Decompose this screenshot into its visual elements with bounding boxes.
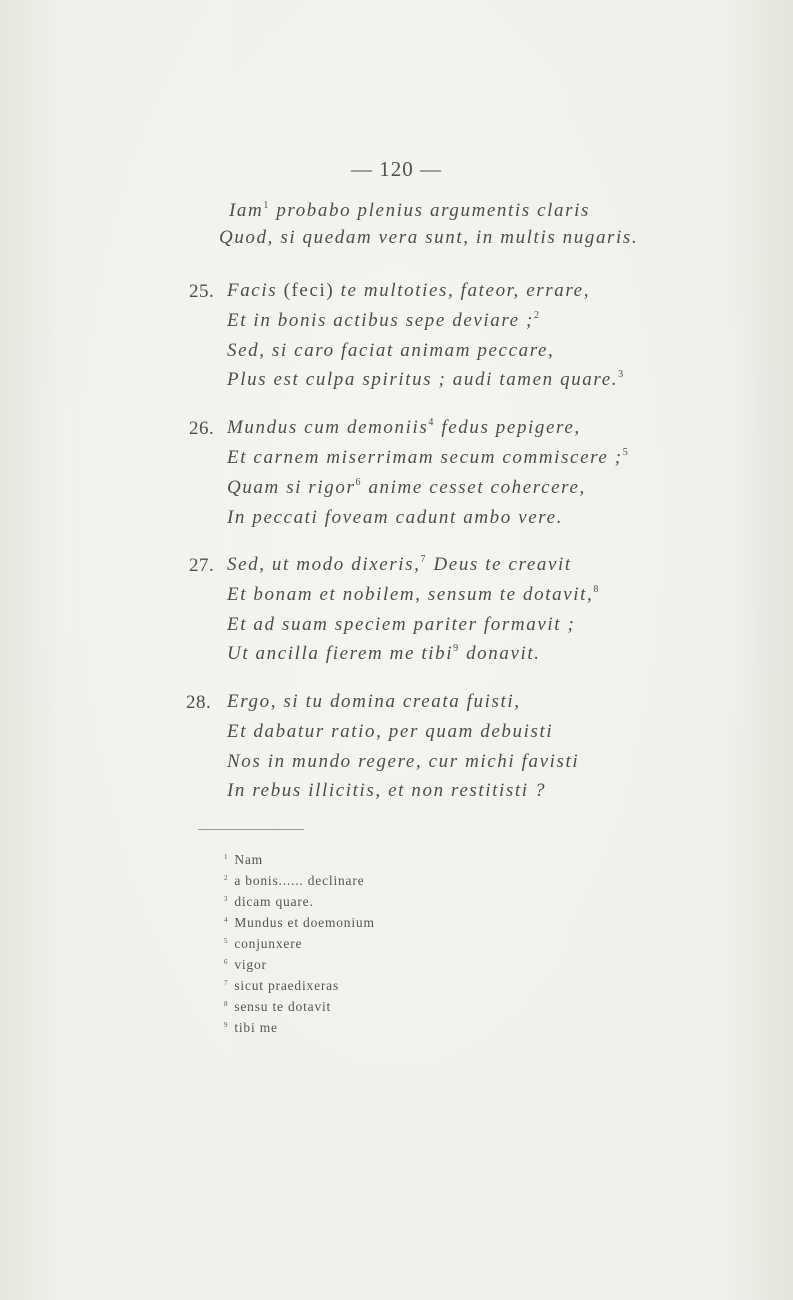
footnote-ref: 2 — [533, 310, 541, 321]
verse-text: Et ad suam speciem pariter formavit ; — [227, 614, 576, 635]
verse-line — [227, 477, 586, 499]
intro-line-1 — [229, 200, 590, 222]
footnote-ref: 7 — [420, 554, 428, 565]
verse-text: Facis — [227, 280, 284, 301]
footnote-mark: 3 — [224, 895, 229, 903]
footnote-ref: 1 — [263, 200, 270, 211]
verse-line — [227, 554, 572, 576]
verse-text-rest: te multoties, fateor, errare, — [334, 280, 591, 301]
footnote — [224, 999, 331, 1015]
verse-text: Quam si rigor — [227, 477, 356, 498]
intro-line-1-text: Iam — [229, 200, 264, 221]
footnote-divider — [198, 829, 304, 830]
verse-text: Mundus cum demoniis — [227, 417, 429, 438]
footnote-mark: 8 — [224, 1000, 229, 1008]
footnote-text: a bonis...... declinare — [234, 873, 365, 888]
verse-line — [227, 643, 541, 665]
verse-text: Et dabatur ratio, per quam debuisti — [227, 721, 554, 742]
verse-line — [227, 507, 563, 529]
footnote — [224, 978, 339, 994]
verse-text: In rebus illicitis, et non restitisti ? — [227, 780, 547, 801]
footnote-mark: 1 — [224, 853, 229, 861]
verse-line — [227, 369, 625, 391]
verse-text-rest: donavit. — [459, 643, 541, 664]
verse-text: Ergo, si tu domina creata fuisti, — [227, 691, 521, 712]
footnote-mark: 2 — [224, 874, 229, 882]
stanza-number: 28. — [186, 692, 212, 713]
footnote-text: Mundus et doemonium — [234, 915, 375, 930]
verse-line — [227, 614, 575, 636]
verse-text: Nos in mundo regere, cur michi favisti — [227, 751, 580, 772]
footnote-text: vigor — [234, 957, 267, 972]
footnote — [224, 852, 263, 868]
footnote-ref: 3 — [618, 369, 625, 380]
verse-text: Et carnem miserrimam secum commiscere ; — [227, 447, 623, 468]
verse-line — [227, 280, 590, 302]
footnote — [224, 957, 267, 973]
verse-line — [227, 447, 629, 469]
footnote-mark: 9 — [224, 1021, 229, 1029]
verse-line — [227, 417, 581, 439]
intro-line-1-rest: probabo plenius argumentis claris — [269, 200, 591, 221]
footnote-ref: 6 — [355, 477, 363, 488]
stanza-number: 27. — [189, 555, 215, 576]
footnote — [224, 873, 364, 889]
footnote — [224, 1020, 278, 1036]
footnote-text: sicut praedixeras — [234, 978, 339, 993]
verse-upright-text: (feci) — [283, 280, 335, 301]
verse-text: Et bonam et nobilem, sensum te dotavit, — [227, 584, 594, 605]
verse-text: Plus est culpa spiritus ; audi tamen quare. — [227, 369, 619, 390]
stanza-number: 25. — [189, 281, 215, 302]
verse-text: Ut ancilla fierem me tibi — [227, 643, 454, 664]
footnote-mark: 5 — [224, 937, 229, 945]
verse-line — [227, 691, 521, 713]
verse-text: In peccati foveam cadunt ambo vere. — [227, 507, 563, 528]
intro-line-2 — [219, 227, 638, 249]
verse-line — [227, 780, 546, 802]
footnote-text: sensu te dotavit — [234, 999, 332, 1014]
footnote — [224, 936, 302, 952]
verse-line — [227, 310, 541, 332]
verse-text-rest: anime cesset cohercere, — [362, 477, 586, 498]
footnote — [224, 894, 314, 910]
verse-text-rest: Deus te creavit — [427, 554, 572, 575]
footnote-text: Nam — [234, 852, 263, 867]
footnote-ref: 5 — [622, 447, 630, 458]
footnote-mark: 4 — [224, 916, 229, 924]
verse-line — [227, 584, 600, 606]
footnote — [224, 915, 375, 931]
footnote-text: tibi me — [234, 1020, 278, 1035]
stanza-number: 26. — [189, 418, 215, 439]
verse-text: Sed, si caro faciat animam peccare, — [227, 340, 555, 361]
footnote-text: conjunxere — [234, 936, 303, 951]
verse-text-rest: fedus pepigere, — [435, 417, 581, 438]
verse-line — [227, 751, 579, 773]
footnote-ref: 9 — [453, 643, 460, 654]
page-number: — 120 — — [351, 157, 442, 181]
verse-line — [227, 721, 553, 743]
footnote-mark: 7 — [224, 979, 229, 987]
intro-line-2-text: Quod, si quedam vera sunt, in multis nugaris. — [219, 227, 639, 248]
footnote-mark: 6 — [224, 958, 229, 966]
footnote-ref: 8 — [593, 584, 600, 595]
verse-text: Sed, ut modo dixeris, — [227, 554, 421, 575]
verse-line — [227, 340, 554, 362]
footnote-text: dicam quare. — [234, 894, 314, 909]
verse-text: Et in bonis actibus sepe deviare ; — [227, 310, 534, 331]
footnote-ref: 4 — [428, 417, 435, 428]
